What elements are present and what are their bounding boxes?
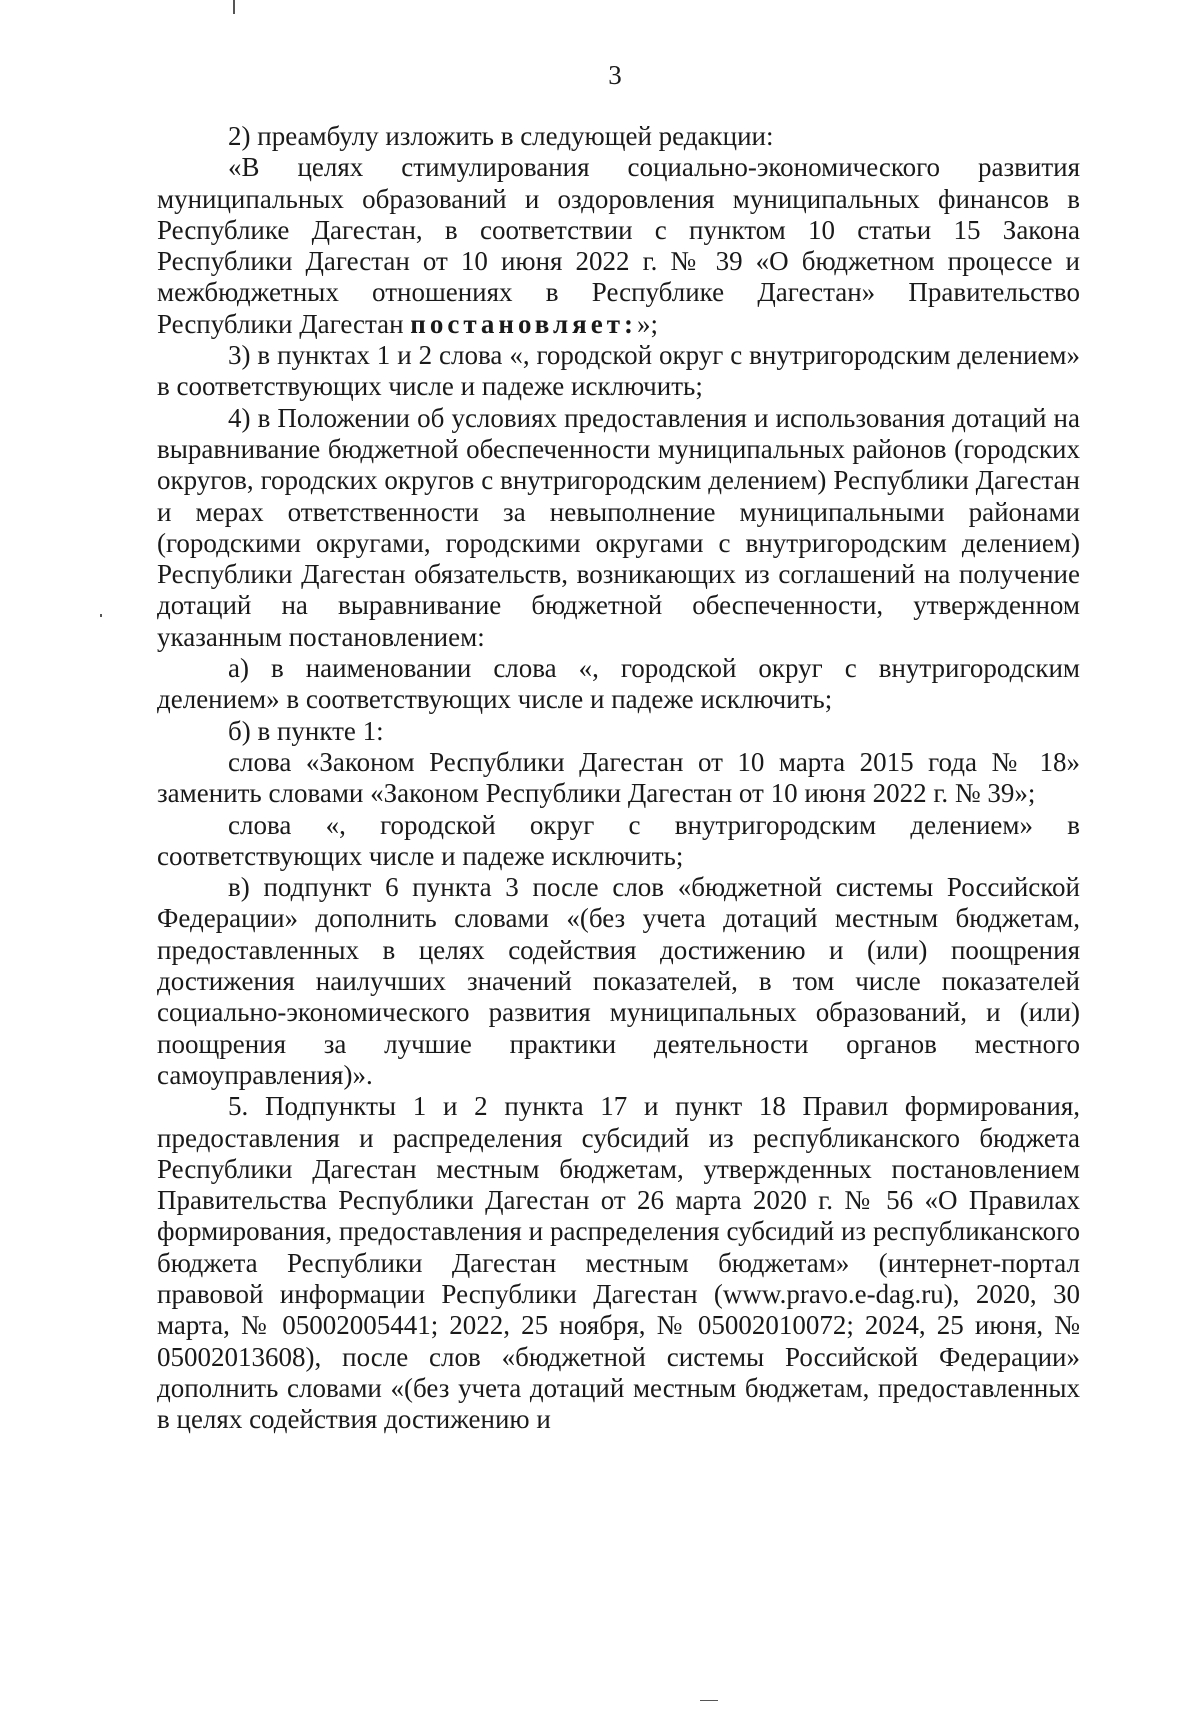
preamble-end: »; <box>637 308 659 339</box>
paragraph-item-3: 3) в пунктах 1 и 2 слова «, городской округ с внутригородским делением» в соответствующих числе и падеже исключить; <box>157 340 1080 402</box>
paragraph-item-4b-2: слова «, городской округ с внутригородским делением» в соответствующих числе и падеже исключить; <box>157 809 1080 871</box>
preamble-text: «В целях стимулирования социально-экономического развития муниципальных образований и оздоровления муниципальных финансов в Республике Дагестан, в соответствии с пунктом 10 статьи 15 Закона Республики Дагестан от 10 июня 2022 г. № 39 «О бюджетном процессе и межбюджетных отношениях в Республике Дагестан» Правительство Республики Дагестан <box>157 152 1080 339</box>
scan-mark <box>233 0 235 14</box>
paragraph-preamble-text <box>157 152 1080 340</box>
paragraph-item-4a: а) в наименовании слова «, городской округ с внутригородским делением» в соответствующих числе и падеже исключить; <box>157 653 1080 715</box>
preamble-keyword: постановляет: <box>410 308 638 339</box>
page-number: 3 <box>608 60 622 90</box>
scan-mark <box>100 614 102 617</box>
paragraph-item-5: 5. Подпункты 1 и 2 пункта 17 и пункт 18 Правил формирования, предоставления и распределения субсидий из республиканского бюджета Республики Дагестан местным бюджетам, утвержденных постановлением Правительства Республики Дагестан от 26 марта 2020 г. № 56 «О Правилах формирования, предоставления и распределения субсидий из республиканского бюджета Республики Дагестан местным бюджетам» (интернет-портал правовой информации Республики Дагестан (www.pravo.e-dag.ru), 2020, 30 марта, № 05002005441; 2022, 25 ноября, № 05002010072; 2024, 25 июня, № 05002013608), после слов «бюджетной системы Российской Федерации» дополнить словами «(без учета дотаций местным бюджетам, предоставленных в целях содействия достижению и <box>157 1091 1080 1435</box>
paragraph-item-4v: в) подпункт 6 пункта 3 после слов «бюджетной системы Российской Федерации» дополнить словами «(без учета дотаций местным бюджетам, предоставленных в целях содействия достижению и (или) поощрения достижения наилучших значений показателей, в том числе показателей социально-экономического развития муниципальных образований, и (или) поощрения за лучшие практики деятельности органов местного самоуправления)». <box>157 872 1080 1090</box>
paragraph-item-4b-1: слова «Законом Республики Дагестан от 10 марта 2015 года № 18» заменить словами «Законом Республики Дагестан от 10 июня 2022 г. № 39»; <box>157 746 1080 809</box>
paragraph-preamble-intro: 2) преамбулу изложить в следующей редакции: <box>228 121 774 151</box>
scan-mark <box>700 1700 718 1701</box>
paragraph-item-4b: б) в пункте 1: <box>228 715 384 746</box>
paragraph-item-4: 4) в Положении об условиях предоставления и использования дотаций на выравнивание бюджетной обеспеченности муниципальных районов (городских округов, городских округов с внутригородским делением) Республики Дагестан и мерах ответственности за невыполнение муниципальными районами (городскими округами, городскими округами с внутригородским делением) Республики Дагестан обязательств, возникающих из соглашений на получение дотаций на выравнивание бюджетной обеспеченности, утвержденном указанным постановлением: <box>157 402 1080 652</box>
document-body <box>157 121 1080 1435</box>
